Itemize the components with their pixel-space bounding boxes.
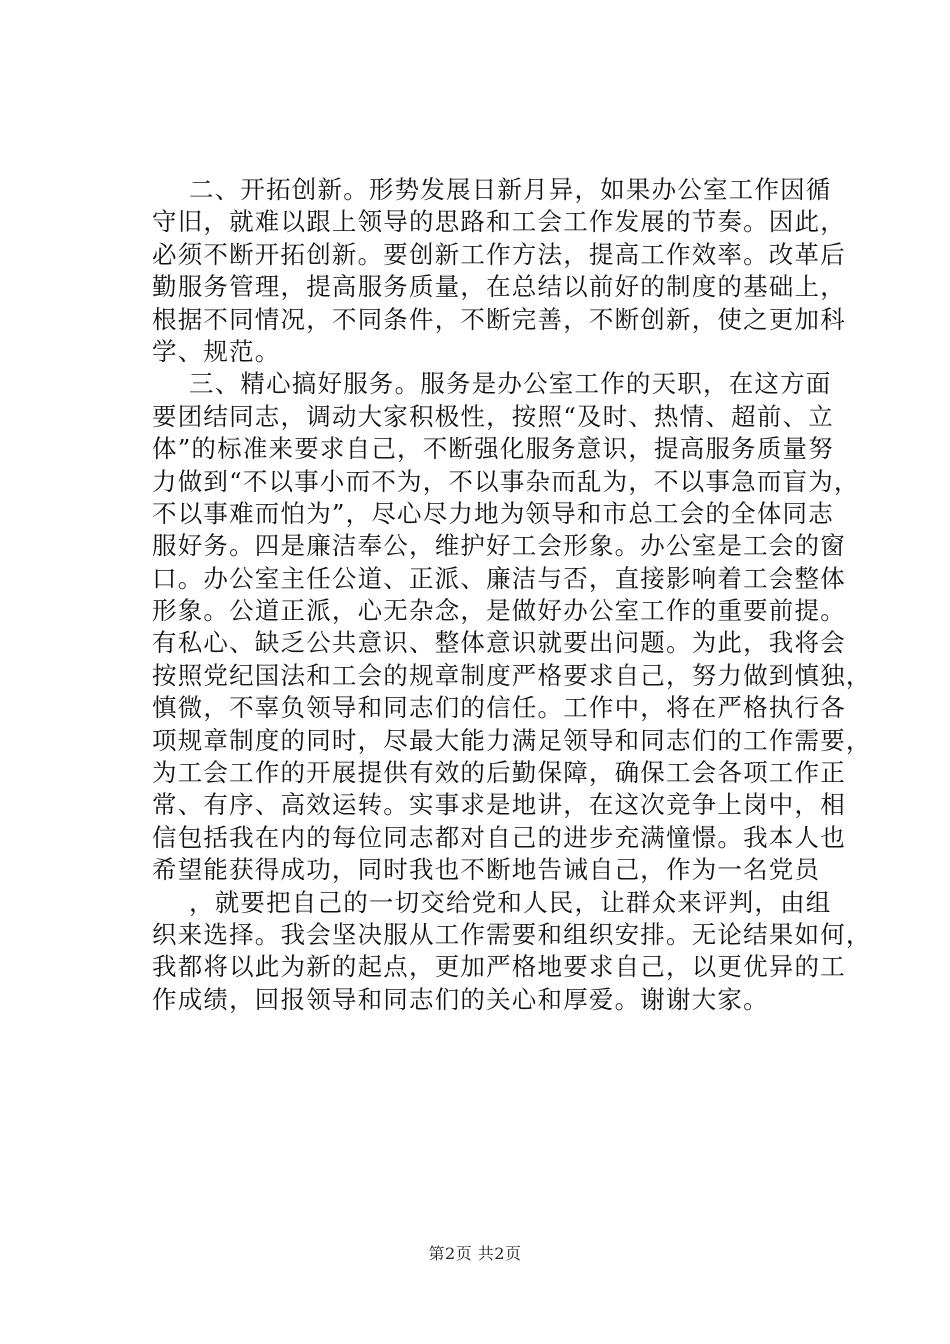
- text-line: 织来选择。我会坚决服从工作需要和组织安排。无论结果如何，: [152, 919, 872, 949]
- page-number-footer: 第2页 共2页: [428, 1244, 522, 1263]
- text-line: 有私心、缺乏公共意识、整体意识就要出问题。为此，我将会: [152, 628, 846, 658]
- text-line: ，就要把自己的一切交给党和人民，让群众来评判，由组: [189, 887, 832, 917]
- text-line: 慎微，不辜负领导和同志们的信任。工作中，将在严格执行各: [152, 693, 846, 723]
- text-line: 按照党纪国法和工会的规章制度严格要求自己，努力做到慎独，: [152, 660, 872, 690]
- document-body: [152, 174, 872, 1016]
- text-line: 要团结同志，调动大家积极性，按照“及时、热情、超前、立: [152, 401, 834, 431]
- text-line: 为工会工作的开展提供有效的后勤保障，确保工会各项工作正: [152, 758, 846, 788]
- text-line: 必须不断开拓创新。要创新工作方法，提高工作效率。改革后: [152, 239, 846, 269]
- text-line: 作成绩，回报领导和同志们的关心和厚爱。谢谢大家。: [152, 984, 769, 1014]
- text-line: 不以事难而怕为”，尽心尽力地为领导和市总工会的全体同志: [152, 498, 834, 528]
- text-line: 我都将以此为新的起点，更加严格地要求自己，以更优异的工: [152, 952, 846, 982]
- text-line: 三、精心搞好服务。服务是办公室工作的天职，在这方面: [189, 369, 832, 399]
- text-line: 服好务。四是廉洁奉公，维护好工会形象。办公室是工会的窗: [152, 531, 846, 561]
- text-line: 二、开拓创新。形势发展日新月异，如果办公室工作因循: [189, 175, 832, 204]
- text-line: 守旧，就难以跟上领导的思路和工会工作发展的节奏。因此，: [152, 207, 846, 237]
- text-line: 信包括我在内的每位同志都对自己的进步充满憧憬。我本人也: [152, 822, 846, 852]
- text-line: 项规章制度的同时，尽最大能力满足领导和同志们的工作需要，: [152, 725, 872, 755]
- text-line: 常、有序、高效运转。实事求是地讲，在这次竞争上岗中，相: [152, 790, 846, 820]
- text-line: 学、规范。: [152, 336, 281, 366]
- text-line: 口。办公室主任公道、正派、廉洁与否，直接影响着工会整体: [152, 563, 846, 593]
- text-line: 体”的标准来要求自己，不断强化服务意识，提高服务质量努: [152, 434, 834, 464]
- text-line: 形象。公道正派，心无杂念，是做好办公室工作的重要前提。: [152, 596, 846, 626]
- text-line: 希望能获得成功，同时我也不断地告诫自己，作为一名党员: [152, 855, 821, 885]
- text-line: 根据不同情况，不同条件，不断完善，不断创新，使之更加科: [152, 304, 846, 334]
- text-line: 力做到“不以事小而不为，不以事杂而乱为，不以事急而盲为，: [152, 466, 860, 496]
- text-line: 勤服务管理，提高服务质量，在总结以前好的制度的基础上，: [152, 272, 846, 302]
